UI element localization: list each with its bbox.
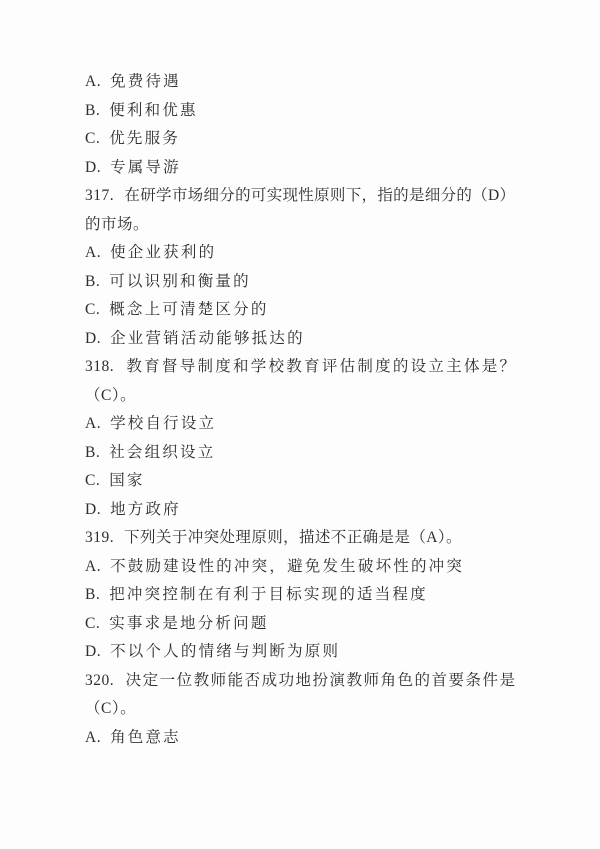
question-stem-line xyxy=(85,353,515,382)
question-stem-line xyxy=(85,182,515,211)
option-line xyxy=(85,467,515,496)
option-text: 企业营销活动能够抵达的 xyxy=(110,329,305,347)
option-text: 优先服务 xyxy=(109,130,181,147)
option-text: 便利和优惠 xyxy=(109,101,198,119)
option-line xyxy=(85,410,515,439)
option-line xyxy=(85,325,515,354)
option-line xyxy=(85,439,515,468)
option-line xyxy=(85,68,515,97)
option-text: 可以识别和衡量的 xyxy=(109,272,251,290)
question-number: 319. xyxy=(85,529,115,546)
option-label: B. xyxy=(85,443,101,461)
option-text: 把冲突控制在有利于目标实现的适当程度 xyxy=(109,586,428,603)
option-label: C. xyxy=(85,130,101,147)
option-line xyxy=(85,581,515,610)
question-number: 320. xyxy=(85,671,115,689)
option-line xyxy=(85,296,515,325)
option-text: 概念上可清楚区分的 xyxy=(109,301,269,318)
question-stem-text: （C）。 xyxy=(85,700,137,717)
option-label: A. xyxy=(85,557,102,575)
option-text: 国家 xyxy=(109,472,145,489)
question-stem-text: 决定一位教师能否成功地扮演教师角色的首要条件是 xyxy=(124,671,515,689)
option-text: 学校自行设立 xyxy=(110,415,217,432)
option-line xyxy=(85,97,515,126)
exam-page xyxy=(85,68,515,752)
option-label: A. xyxy=(85,415,102,432)
option-line xyxy=(85,239,515,268)
question-stem-text: 在研学市场细分的可实现性原则下，指的是细分的（D） xyxy=(124,187,515,204)
option-text: 不以个人的情绪与判断为原则 xyxy=(110,643,341,660)
option-label: C. xyxy=(85,614,101,632)
question-stem-line xyxy=(85,382,515,411)
option-label: A. xyxy=(85,73,102,90)
question-stem-text: 下列关于冲突处理原则，描述不正确是是（A）。 xyxy=(124,529,462,546)
option-line xyxy=(85,638,515,667)
option-line xyxy=(85,268,515,297)
option-label: C. xyxy=(85,472,101,489)
option-label: B. xyxy=(85,101,101,119)
option-text: 免费待遇 xyxy=(110,73,181,90)
option-text: 专属导游 xyxy=(110,158,181,176)
question-stem-line xyxy=(85,524,515,553)
option-label: D. xyxy=(85,158,102,176)
option-line xyxy=(85,724,515,753)
option-label: A. xyxy=(85,728,102,746)
option-text: 不鼓励建设性的冲突，避免发生破坏性的冲突 xyxy=(110,557,465,575)
question-stem-text: 教育督导制度和学校教育评估制度的设立主体是？ xyxy=(124,358,515,375)
option-label: D. xyxy=(85,329,102,347)
option-label: B. xyxy=(85,272,101,290)
option-text: 实事求是地分析问题 xyxy=(109,614,269,632)
question-stem-text: （C）。 xyxy=(85,386,137,404)
question-stem-line xyxy=(85,211,515,240)
option-label: B. xyxy=(85,586,101,603)
option-line xyxy=(85,496,515,525)
option-label: D. xyxy=(85,500,102,518)
question-stem-line xyxy=(85,695,515,724)
option-text: 社会组织设立 xyxy=(109,443,216,461)
option-label: C. xyxy=(85,301,101,318)
question-stem-text: 的市场。 xyxy=(85,215,150,233)
option-text: 角色意志 xyxy=(110,728,181,746)
question-number: 317. xyxy=(85,187,115,204)
question-number: 318. xyxy=(85,358,115,375)
option-text: 使企业获利的 xyxy=(110,244,217,261)
option-line xyxy=(85,553,515,582)
option-label: D. xyxy=(85,643,102,660)
option-text: 地方政府 xyxy=(110,500,181,518)
option-line xyxy=(85,154,515,183)
option-line xyxy=(85,125,515,154)
question-stem-line xyxy=(85,667,515,696)
option-line xyxy=(85,610,515,639)
option-label: A. xyxy=(85,244,102,261)
